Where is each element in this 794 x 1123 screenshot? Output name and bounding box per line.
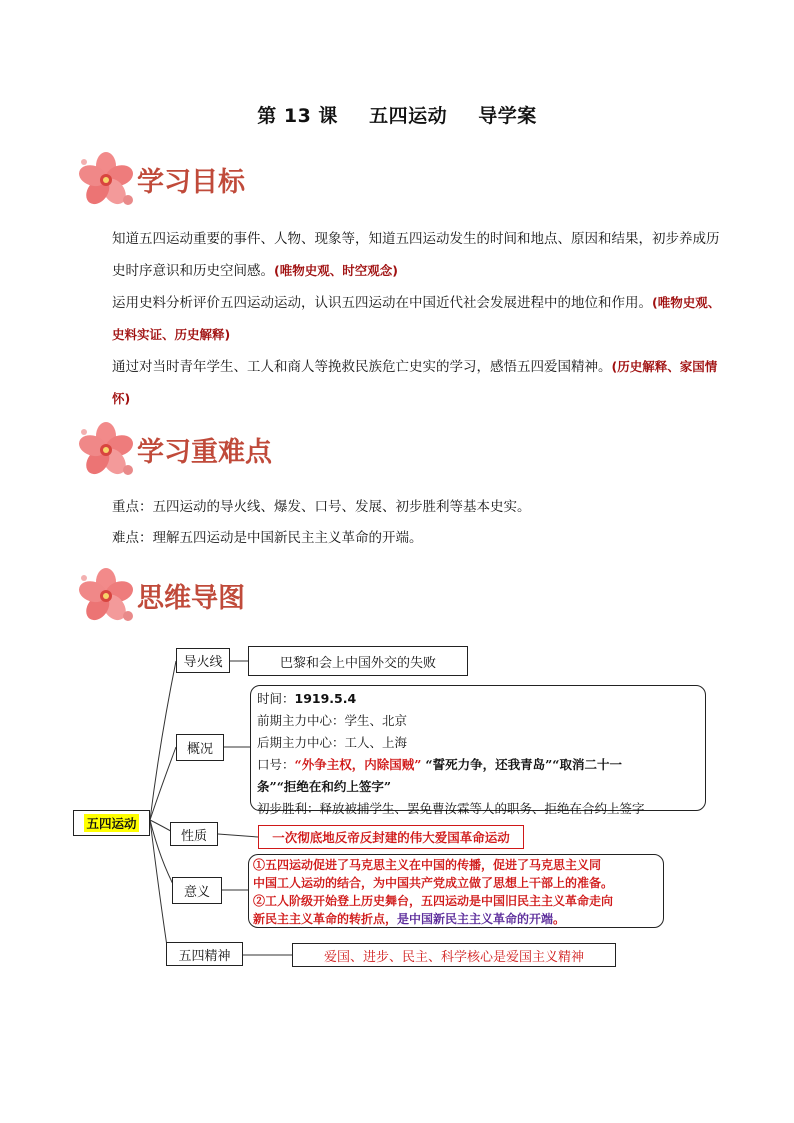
- difficulty-text: 难点：理解五四运动是中国新民主主义革命的开端。: [112, 530, 423, 546]
- branch-nature: 性质: [170, 822, 218, 846]
- goal-paragraph: 运用史料分析评价五四运动运动，认识五四运动在中国近代社会发展进程中的地位和作用。(唯物史观、史料实证、历史解释): [112, 295, 721, 342]
- goals-body: [84, 224, 724, 415]
- overview-slogan: 口号：“外争主权，内除国贼” “誓死力争，还我青岛”“取消二十一: [257, 757, 622, 772]
- flower-icon: [76, 420, 136, 480]
- flower-icon: [76, 150, 136, 210]
- branch-overview: 概况: [176, 734, 224, 761]
- goal-paragraph: 知道五四运动重要的事件、人物、现象等，知道五四运动发生的时间和地点、原因和结果，初步养成历史时序意识和历史空间感。(唯物史观、时空观念): [112, 231, 720, 279]
- overview-slogan-cont: 条”“拒绝在和约上签字”: [257, 779, 392, 794]
- branch-fuse: 导火线: [176, 648, 230, 673]
- overview-early-center: 前期主力中心：学生、北京: [257, 713, 408, 728]
- flower-icon: [76, 566, 136, 626]
- page-title: [0, 101, 794, 128]
- nature-content: 一次彻底地反帝反封建的伟大爱国革命运动: [258, 825, 524, 849]
- section-heading-mind-map: 思维导图: [137, 583, 245, 614]
- significance-content: ①五四运动促进了马克思主义在中国的传播，促进了马克思主义同 中国工人运动的结合，为中国共产党成立做了思想上干部上的准备。 ②工人阶级开始登上历史舞台，五四运动是中国旧民主主义革命走向 新民主主义革命的转折点，是中国新民主主义革命的开端。: [248, 854, 664, 928]
- branch-significance: 意义: [172, 877, 222, 904]
- overview-late-center: 后期主力中心：工人、上海: [257, 735, 408, 750]
- overview-victory: 初步胜利：释放被捕学生、罢免曹汝霖等人的职务、拒绝在合约上签字: [257, 801, 645, 816]
- overview-time: 时间：1919.5.4: [257, 691, 357, 706]
- section-heading-goals: 学习目标: [137, 167, 245, 198]
- focus-text: 重点：五四运动的导火线、爆发、口号、发展、初步胜利等基本史实。: [112, 499, 531, 515]
- lesson-number: 第 13 课: [257, 105, 338, 127]
- overview-content: [250, 685, 706, 816]
- section-heading-key-points: 学习重难点: [137, 437, 272, 468]
- goal-paragraph: 通过对当时青年学生、工人和商人等挽救民族危亡史实的学习，感悟五四爱国精神。(历史解释、家国情怀): [112, 359, 718, 406]
- lesson-kind: 导学案: [478, 105, 537, 127]
- spirit-content: 爱国、进步、民主、科学核心是爱国主义精神: [292, 943, 616, 967]
- branch-spirit: 五四精神: [166, 942, 243, 966]
- lesson-topic: 五四运动: [369, 105, 448, 127]
- mind-map-root: 五四运动: [73, 810, 150, 836]
- key-points-body: [84, 492, 724, 554]
- fuse-content: 巴黎和会上中国外交的失败: [248, 646, 468, 676]
